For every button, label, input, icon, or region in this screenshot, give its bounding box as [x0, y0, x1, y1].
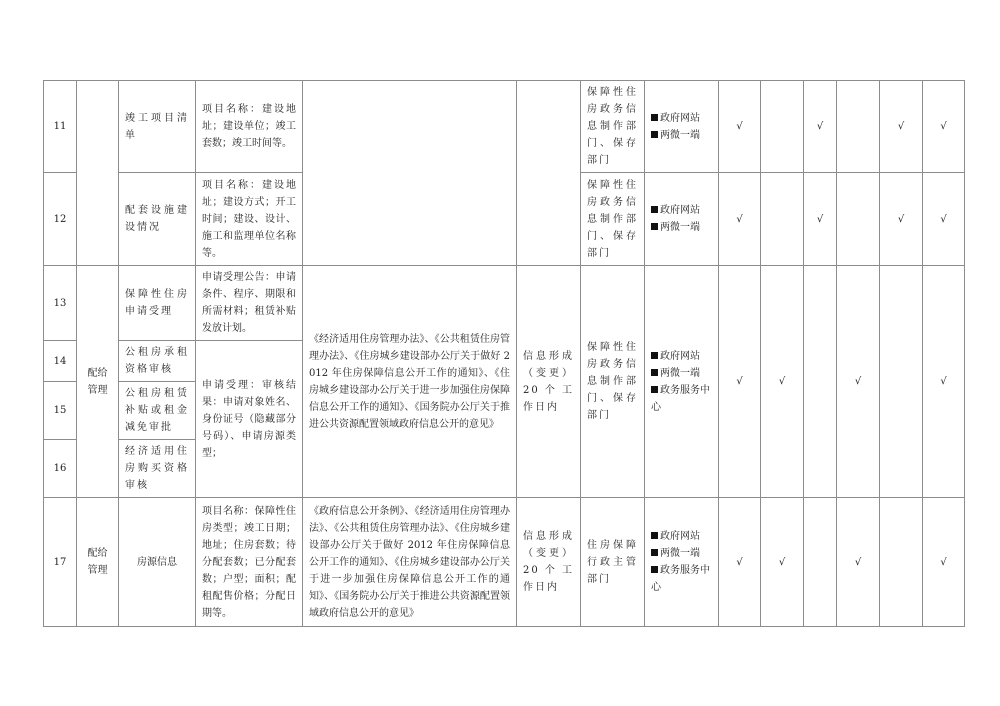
channel-item: 政府网站 [651, 202, 712, 219]
check-mark: √ [837, 266, 880, 498]
check-mark: √ [804, 81, 837, 173]
channel-item: 两微一端 [651, 219, 712, 236]
disclosure-table [43, 80, 965, 627]
time-limit-cell: 信息形成（变更）20个工作日内 [517, 266, 581, 498]
channel-item: 政务服务中心 [651, 565, 710, 593]
item-content: 项目名称：保障性住房类型；竣工日期；地址；住房套数；待分配套数；已分配套数；户型；面积；配租配售价格；分配日期等。 [196, 498, 303, 627]
channel-item: 两微一端 [651, 365, 712, 382]
empty-cell [880, 266, 923, 498]
basis-cell: 《政府信息公开条例》、《经济适用住房管理办法》、《公共租赁住房管理办法》、《住房城乡建设部办公厅关于做好 2012 年住房保障信息公开工作的通知》、《住房城乡建设部办公厅关于进一步加强住房保障信息公开工作的通知》、《国务院办公厅关于推进公共资源配置领域政府信息公开的意见》 [303, 498, 517, 627]
category-cell: 配给管理 [77, 266, 119, 498]
check-mark: √ [719, 173, 761, 266]
item-name: 保障性住房申请受理 [119, 266, 196, 341]
responsible-dept: 保障性住房政务信息制作部门、保存部门 [581, 81, 645, 173]
empty-cell [761, 173, 804, 266]
check-mark: √ [923, 173, 965, 266]
row-number: 11 [44, 81, 77, 173]
bullet-square-icon [651, 131, 658, 138]
empty-cell [761, 81, 804, 173]
item-name: 公租房租赁补贴或租金减免审批 [119, 382, 196, 440]
empty-cell [837, 173, 880, 266]
check-mark: √ [837, 498, 880, 627]
bullet-square-icon [651, 114, 658, 121]
check-mark: √ [923, 266, 965, 498]
channel-item: 政务服务中心 [651, 384, 710, 413]
table-row [44, 498, 965, 627]
row-number: 16 [44, 440, 77, 498]
item-content: 项目名称：建设地址；建设单位；竣工套数；竣工时间等。 [196, 81, 303, 173]
empty-cell [804, 498, 837, 627]
item-content: 申请受理：审核结果：申请对象姓名、身份证号（隐藏部分号码）、申请房源类型； [196, 341, 303, 498]
category-cell [77, 81, 119, 266]
channel-item: 两微一端 [651, 545, 712, 562]
table-row [44, 81, 965, 173]
empty-cell [880, 498, 923, 627]
channel-item: 政府网站 [651, 110, 712, 127]
check-mark: √ [923, 81, 965, 173]
item-name: 经济适用住房购买资格审核 [119, 440, 196, 498]
check-mark: √ [761, 266, 804, 498]
channels-cell [645, 498, 719, 627]
item-name: 竣工项目清单 [119, 81, 196, 173]
bullet-square-icon [651, 223, 658, 230]
bullet-square-icon [651, 386, 658, 393]
check-mark: √ [761, 498, 804, 627]
check-mark: √ [719, 498, 761, 627]
time-limit-cell: 信息形成（变更）20个工作日内 [517, 498, 581, 627]
row-number: 12 [44, 173, 77, 266]
basis-cell: 《经济适用住房管理办法》、《公共租赁住房管理办法》、《住房城乡建设部办公厅关于做好 2012 年住房保障信息公开工作的通知》、《住房城乡建设部办公厅关于进一步加强住房保障信息公开工作的通知》、《国务院办公厅关于推进公共资源配置领域政府信息公开的意见》 [303, 266, 517, 498]
check-mark: √ [923, 498, 965, 627]
check-mark: √ [804, 173, 837, 266]
channels-cell [645, 266, 719, 498]
item-name: 房源信息 [119, 498, 196, 627]
item-name: 公租房承租资格审核 [119, 341, 196, 382]
check-mark: √ [880, 81, 923, 173]
category-cell: 配给管理 [77, 498, 119, 627]
channels-cell [645, 173, 719, 266]
check-mark: √ [719, 266, 761, 498]
table-row [44, 266, 965, 341]
responsible-dept: 保障性住房政务信息制作部门、保存部门 [581, 173, 645, 266]
item-content: 申请受理公告：申请条件、程序、期限和所需材料；租赁补贴发放计划。 [196, 266, 303, 341]
channel-item: 政府网站 [651, 348, 712, 365]
time-limit-cell [517, 81, 581, 266]
bullet-square-icon [651, 566, 658, 573]
empty-cell [837, 81, 880, 173]
check-mark: √ [719, 81, 761, 173]
row-number: 14 [44, 341, 77, 382]
basis-cell [303, 81, 517, 266]
bullet-square-icon [651, 549, 658, 556]
responsible-dept: 住房保障行政主管部门 [581, 498, 645, 627]
item-name: 配套设施建设情况 [119, 173, 196, 266]
check-mark: √ [880, 173, 923, 266]
row-number: 13 [44, 266, 77, 341]
empty-cell [804, 266, 837, 498]
bullet-square-icon [651, 369, 658, 376]
channel-item: 两微一端 [651, 127, 712, 144]
channel-item: 政府网站 [651, 528, 712, 545]
bullet-square-icon [651, 206, 658, 213]
bullet-square-icon [651, 352, 658, 359]
item-content: 项目名称：建设地址；建设方式；开工时间；建设、设计、施工和监理单位名称等。 [196, 173, 303, 266]
channels-cell [645, 81, 719, 173]
bullet-square-icon [651, 532, 658, 539]
row-number: 15 [44, 382, 77, 440]
row-number: 17 [44, 498, 77, 627]
responsible-dept: 保障性住房政务信息制作部门、保存部门 [581, 266, 645, 498]
